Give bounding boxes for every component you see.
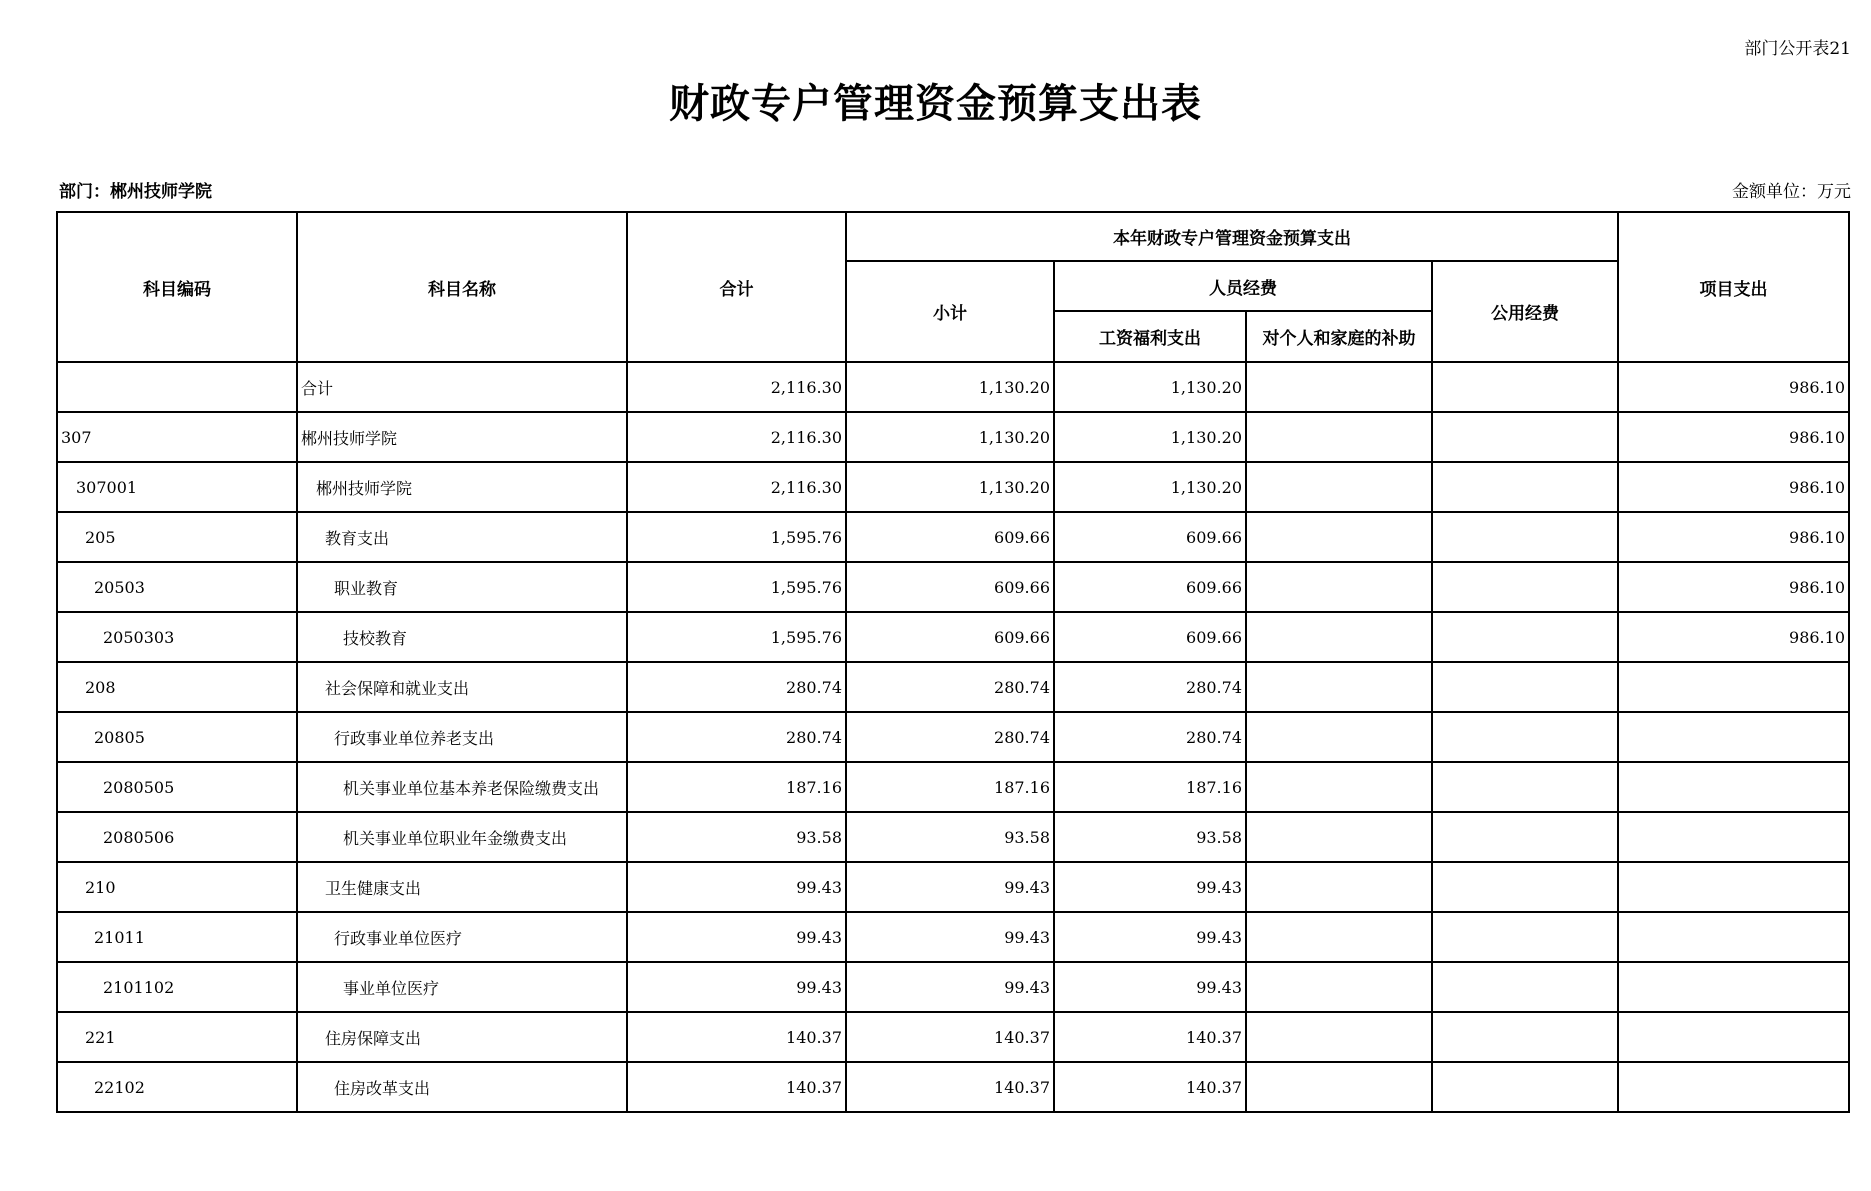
header-salary: 工资福利支出 [1054, 311, 1246, 362]
cell-total: 93.58 [627, 812, 846, 862]
header-public: 公用经费 [1432, 261, 1618, 362]
cell-project [1618, 962, 1849, 1012]
cell-subsidy [1246, 912, 1432, 962]
cell-salary: 99.43 [1054, 862, 1246, 912]
cell-salary: 93.58 [1054, 812, 1246, 862]
table-row [57, 962, 1849, 1012]
cell-name: 教育支出 [297, 512, 627, 562]
cell-public [1432, 362, 1618, 412]
cell-code: 20503 [57, 562, 297, 612]
cell-code: 210 [57, 862, 297, 912]
cell-subsidy [1246, 862, 1432, 912]
header-project: 项目支出 [1618, 212, 1849, 362]
cell-project [1618, 862, 1849, 912]
cell-salary: 1,130.20 [1054, 362, 1246, 412]
cell-code: 22102 [57, 1062, 297, 1112]
cell-public [1432, 462, 1618, 512]
cell-total: 280.74 [627, 712, 846, 762]
cell-subsidy [1246, 412, 1432, 462]
cell-subtotal: 93.58 [846, 812, 1054, 862]
cell-project [1618, 762, 1849, 812]
cell-public [1432, 1062, 1618, 1112]
department-label: 部门：郴州技师学院 [59, 182, 212, 202]
cell-code: 20805 [57, 712, 297, 762]
page-title: 财政专户管理资金预算支出表 [669, 81, 1202, 127]
cell-total: 280.74 [627, 662, 846, 712]
cell-total: 2,116.30 [627, 462, 846, 512]
cell-public [1432, 662, 1618, 712]
table-row [57, 1012, 1849, 1062]
cell-project [1618, 812, 1849, 862]
cell-name: 机关事业单位职业年金缴费支出 [297, 812, 627, 862]
cell-salary: 1,130.20 [1054, 462, 1246, 512]
cell-code: 2050303 [57, 612, 297, 662]
cell-name: 行政事业单位医疗 [297, 912, 627, 962]
cell-subsidy [1246, 462, 1432, 512]
cell-subtotal: 609.66 [846, 612, 1054, 662]
cell-public [1432, 1012, 1618, 1062]
cell-code: 221 [57, 1012, 297, 1062]
cell-name: 行政事业单位养老支出 [297, 712, 627, 762]
cell-code: 307 [57, 412, 297, 462]
cell-public [1432, 862, 1618, 912]
cell-salary: 187.16 [1054, 762, 1246, 812]
cell-public [1432, 762, 1618, 812]
table-row [57, 1062, 1849, 1112]
cell-project [1618, 712, 1849, 762]
cell-salary: 609.66 [1054, 512, 1246, 562]
cell-salary: 140.37 [1054, 1012, 1246, 1062]
cell-salary: 140.37 [1054, 1062, 1246, 1112]
cell-public [1432, 612, 1618, 662]
cell-subsidy [1246, 1012, 1432, 1062]
cell-project [1618, 1062, 1849, 1112]
cell-code: 307001 [57, 462, 297, 512]
table-row [57, 862, 1849, 912]
table-row [57, 762, 1849, 812]
cell-project [1618, 1012, 1849, 1062]
cell-name: 住房改革支出 [297, 1062, 627, 1112]
cell-subtotal: 609.66 [846, 512, 1054, 562]
header-name: 科目名称 [297, 212, 627, 362]
cell-public [1432, 912, 1618, 962]
table-row [57, 812, 1849, 862]
cell-total: 99.43 [627, 862, 846, 912]
cell-public [1432, 712, 1618, 762]
header-group: 本年财政专户管理资金预算支出 [846, 212, 1618, 261]
cell-total: 2,116.30 [627, 412, 846, 462]
form-number: 部门公开表21 [1744, 39, 1851, 59]
cell-project: 986.10 [1618, 612, 1849, 662]
cell-salary: 280.74 [1054, 712, 1246, 762]
cell-subsidy [1246, 362, 1432, 412]
cell-public [1432, 512, 1618, 562]
cell-subsidy [1246, 662, 1432, 712]
cell-total: 1,595.76 [627, 562, 846, 612]
cell-project: 986.10 [1618, 512, 1849, 562]
header-personnel: 人员经费 [1054, 261, 1432, 311]
table-row [57, 362, 1849, 412]
cell-code [57, 362, 297, 412]
cell-subtotal: 280.74 [846, 662, 1054, 712]
cell-total: 99.43 [627, 962, 846, 1012]
table-row [57, 462, 1849, 512]
cell-code: 208 [57, 662, 297, 712]
cell-code: 21011 [57, 912, 297, 962]
table-row [57, 512, 1849, 562]
cell-name: 社会保障和就业支出 [297, 662, 627, 712]
cell-subsidy [1246, 562, 1432, 612]
table-row [57, 412, 1849, 462]
table-row [57, 612, 1849, 662]
cell-subtotal: 187.16 [846, 762, 1054, 812]
cell-name: 郴州技师学院 [297, 462, 627, 512]
unit-label: 金额单位：万元 [1732, 182, 1851, 202]
cell-subtotal: 140.37 [846, 1012, 1054, 1062]
header-subsidy: 对个人和家庭的补助 [1246, 311, 1432, 362]
cell-salary: 99.43 [1054, 912, 1246, 962]
table-row [57, 662, 1849, 712]
cell-total: 99.43 [627, 912, 846, 962]
cell-subsidy [1246, 512, 1432, 562]
cell-name: 住房保障支出 [297, 1012, 627, 1062]
header-total: 合计 [627, 212, 846, 362]
table-row [57, 562, 1849, 612]
cell-name: 职业教育 [297, 562, 627, 612]
cell-total: 140.37 [627, 1012, 846, 1062]
cell-code: 2080505 [57, 762, 297, 812]
cell-name: 技校教育 [297, 612, 627, 662]
cell-name: 卫生健康支出 [297, 862, 627, 912]
cell-name: 机关事业单位基本养老保险缴费支出 [297, 762, 627, 812]
cell-salary: 609.66 [1054, 612, 1246, 662]
cell-subtotal: 1,130.20 [846, 362, 1054, 412]
cell-total: 2,116.30 [627, 362, 846, 412]
header-subtotal: 小计 [846, 261, 1054, 362]
cell-project: 986.10 [1618, 412, 1849, 462]
table-row [57, 712, 1849, 762]
cell-salary: 1,130.20 [1054, 412, 1246, 462]
cell-salary: 280.74 [1054, 662, 1246, 712]
table-row [57, 912, 1849, 962]
cell-subsidy [1246, 1062, 1432, 1112]
cell-code: 2101102 [57, 962, 297, 1012]
cell-project: 986.10 [1618, 462, 1849, 512]
cell-salary: 609.66 [1054, 562, 1246, 612]
cell-subtotal: 1,130.20 [846, 462, 1054, 512]
cell-public [1432, 562, 1618, 612]
budget-table [56, 211, 1850, 1113]
cell-subsidy [1246, 962, 1432, 1012]
cell-total: 140.37 [627, 1062, 846, 1112]
cell-name: 郴州技师学院 [297, 412, 627, 462]
cell-subtotal: 280.74 [846, 712, 1054, 762]
cell-subtotal: 609.66 [846, 562, 1054, 612]
cell-name: 合计 [297, 362, 627, 412]
cell-subtotal: 140.37 [846, 1062, 1054, 1112]
cell-project [1618, 662, 1849, 712]
header-code: 科目编码 [57, 212, 297, 362]
cell-total: 1,595.76 [627, 512, 846, 562]
cell-code: 205 [57, 512, 297, 562]
cell-subtotal: 99.43 [846, 962, 1054, 1012]
cell-public [1432, 962, 1618, 1012]
cell-project: 986.10 [1618, 562, 1849, 612]
cell-project: 986.10 [1618, 362, 1849, 412]
cell-name: 事业单位医疗 [297, 962, 627, 1012]
cell-subtotal: 1,130.20 [846, 412, 1054, 462]
cell-subtotal: 99.43 [846, 862, 1054, 912]
cell-project [1618, 912, 1849, 962]
cell-subsidy [1246, 762, 1432, 812]
cell-public [1432, 412, 1618, 462]
cell-total: 1,595.76 [627, 612, 846, 662]
cell-code: 2080506 [57, 812, 297, 862]
cell-subsidy [1246, 812, 1432, 862]
cell-subsidy [1246, 712, 1432, 762]
cell-subsidy [1246, 612, 1432, 662]
cell-subtotal: 99.43 [846, 912, 1054, 962]
cell-salary: 99.43 [1054, 962, 1246, 1012]
cell-public [1432, 812, 1618, 862]
cell-total: 187.16 [627, 762, 846, 812]
